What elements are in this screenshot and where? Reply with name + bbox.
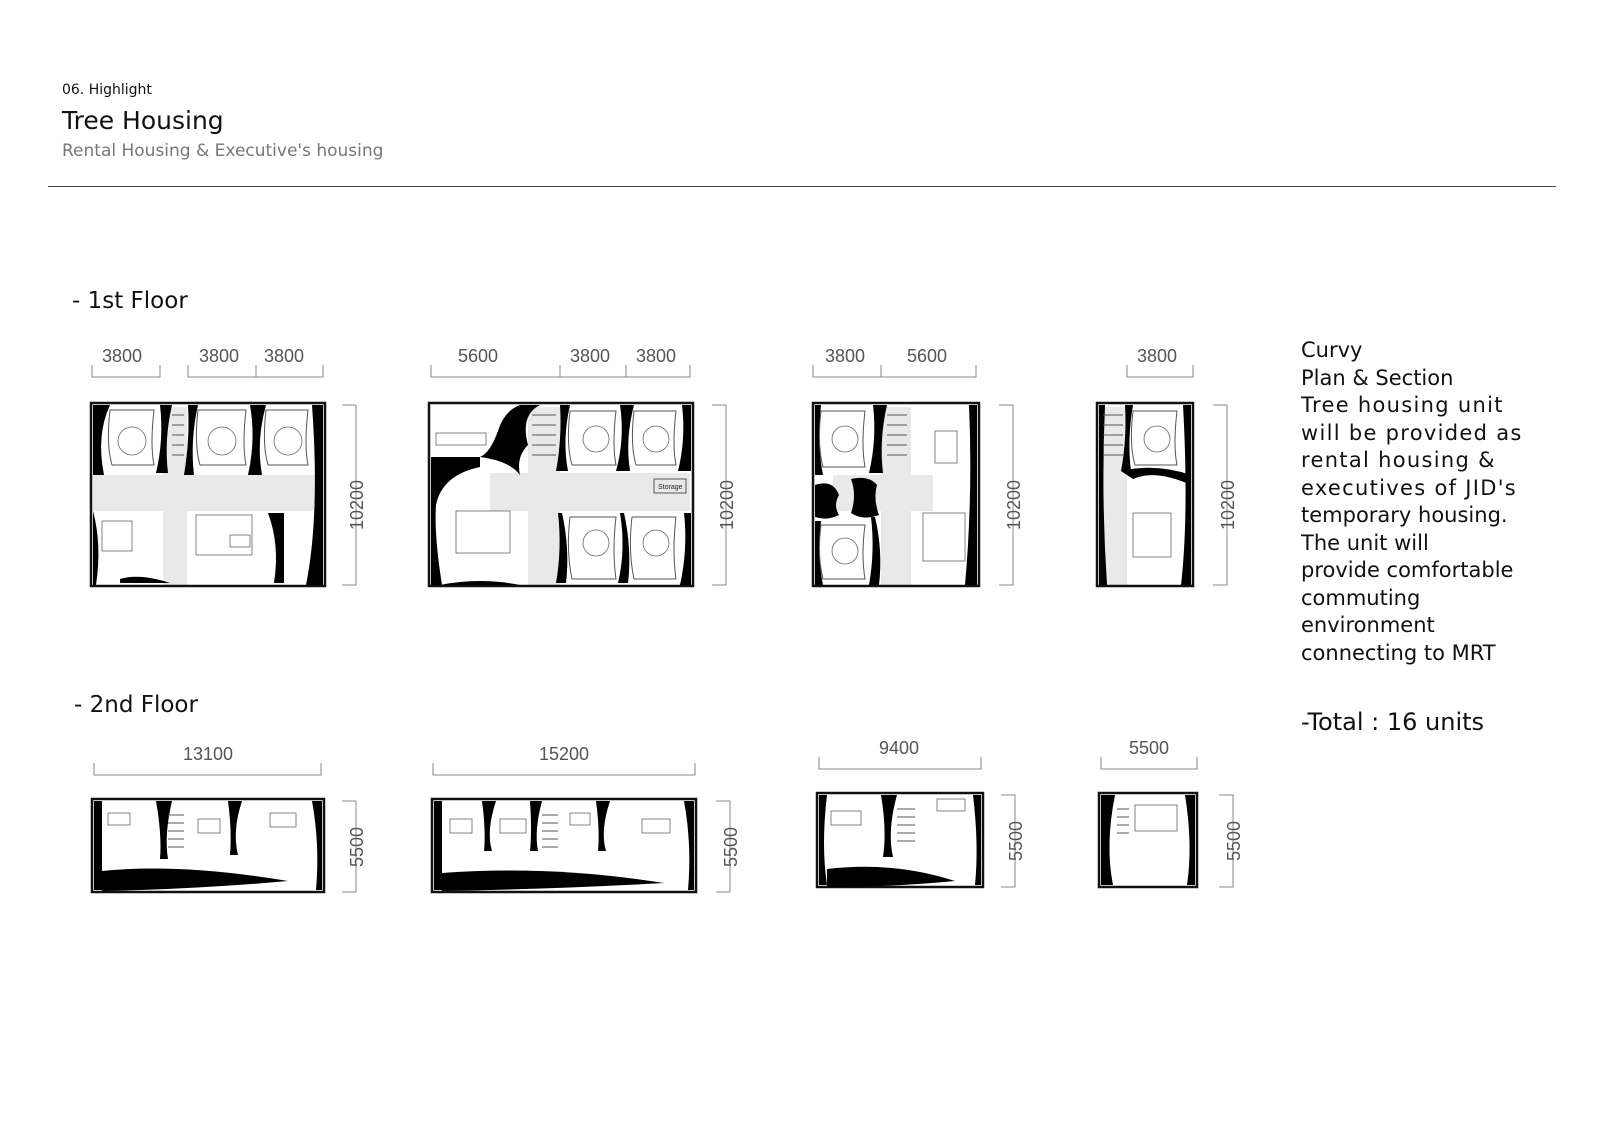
first-floor-plan-a: [80, 335, 380, 595]
second-floor-plan-c: [803, 735, 1063, 915]
description-heading-line1: Curvy: [1301, 338, 1363, 362]
description-line: executives of JID's: [1301, 475, 1518, 500]
depth-dim: 10200: [1004, 479, 1024, 531]
second-floor-plan-b: [420, 735, 750, 915]
description-line: will be provided as: [1301, 420, 1523, 445]
depth-dim: 10200: [717, 479, 737, 531]
description-line: rental housing &: [1301, 448, 1496, 472]
second-floor-plan-d: [1085, 735, 1255, 915]
second-floor-label: - 2nd Floor: [74, 692, 198, 718]
description-line: temporary housing.: [1301, 503, 1508, 527]
section-number: 06. Highlight: [62, 82, 152, 98]
depth-dim: 10200: [1218, 479, 1238, 531]
depth-dim: 10200: [347, 479, 367, 531]
first-floor-plan-c: [803, 335, 1063, 595]
description-block: [1301, 337, 1531, 667]
width-dim: 5500: [1128, 738, 1170, 758]
description-heading-line2: Plan & Section: [1301, 365, 1454, 390]
first-floor-label: - 1st Floor: [72, 288, 188, 314]
page-title: Tree Housing: [62, 106, 224, 135]
width-dim-1: 5600: [458, 346, 499, 366]
width-dim-1: 3800: [825, 346, 866, 366]
first-floor-plan-d: [1085, 335, 1245, 595]
storage-label: Storage: [658, 484, 683, 491]
width-dim-2: 3800: [570, 346, 611, 366]
total-units: -Total : 16 units: [1301, 708, 1485, 736]
width-dim: 9400: [878, 738, 920, 758]
width-dim: 13100: [182, 744, 234, 764]
description-line: environment: [1301, 613, 1435, 637]
description-line: commuting: [1301, 585, 1421, 610]
width-dim-3: 3800: [636, 346, 677, 366]
depth-dim: 5500: [1224, 820, 1244, 862]
second-floor-plan-a: [80, 735, 380, 915]
width-dim-2: 3800: [199, 346, 240, 366]
description-line: provide comfortable: [1301, 558, 1514, 582]
width-dim-2: 5600: [907, 346, 948, 366]
depth-dim: 5500: [721, 826, 741, 868]
description-line: The unit will: [1301, 530, 1429, 555]
header-divider: [48, 186, 1556, 187]
width-dim-3: 3800: [264, 346, 305, 366]
width-dim-1: 3800: [1137, 346, 1178, 366]
first-floor-plan-b: [420, 335, 750, 595]
depth-dim: 5500: [347, 826, 367, 868]
width-dim: 15200: [538, 744, 590, 764]
width-dim-1: 3800: [102, 346, 143, 366]
depth-dim: 5500: [1006, 820, 1026, 862]
width-dimensions: [92, 365, 323, 377]
page-subtitle: Rental Housing & Executive's housing: [62, 141, 384, 161]
description-line: Tree housing unit: [1301, 393, 1504, 417]
description-line: connecting to MRT: [1301, 640, 1496, 665]
